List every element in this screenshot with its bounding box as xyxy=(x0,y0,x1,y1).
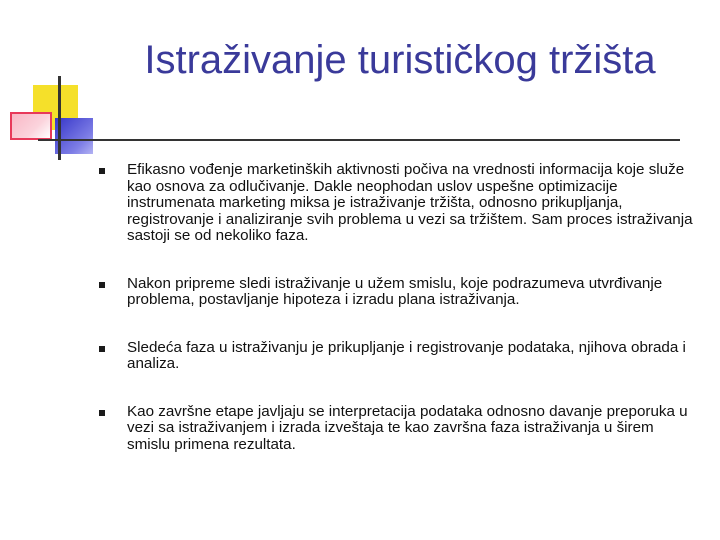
square-bullet-icon xyxy=(99,282,105,288)
square-bullet-icon xyxy=(99,410,105,416)
slide-title: Istraživanje turističkog tržišta xyxy=(144,38,656,82)
list-item xyxy=(110,340,700,373)
list-item xyxy=(110,162,700,245)
bullet-text: Efikasno vođenje marketinških aktivnosti počiva na vrednosti informacija koje služe kao osnova za odlučivanje. Dakle neophodan uslov uspešne optimizacije instrumenata marketing miksa je istraživanje tržišta, odnosno prikupljanja, registrovanje i analiziranje svih problema u vezi sa tržištem. Sam proces istraživanja sastoji se od nekoliko faza. xyxy=(127,161,693,244)
vertical-rule xyxy=(58,76,61,160)
title-underline-rule xyxy=(38,139,680,141)
square-bullet-icon xyxy=(99,346,105,352)
bullet-text: Sledeća faza u istraživanju je prikupljanje i registrovanje podataka, njihova obrada i analiza. xyxy=(127,338,686,372)
list-item xyxy=(110,276,700,309)
bullet-text: Kao završne etape javljaju se interpretacija podataka odnosno davanje preporuka u vezi sa istraživanjem i izrada izveštaja te kao završna faza istraživanja u širem smislu primena rezultata. xyxy=(127,402,688,453)
list-item xyxy=(110,404,700,454)
square-bullet-icon xyxy=(99,168,105,174)
bullet-list xyxy=(110,162,700,453)
logo-red-rectangle xyxy=(10,112,52,140)
bullet-text: Nakon pripreme sledi istraživanje u užem smislu, koje podrazumeva utvrđivanje problema, postavljanje hipoteza i izradu plana istraživanja. xyxy=(127,274,663,308)
